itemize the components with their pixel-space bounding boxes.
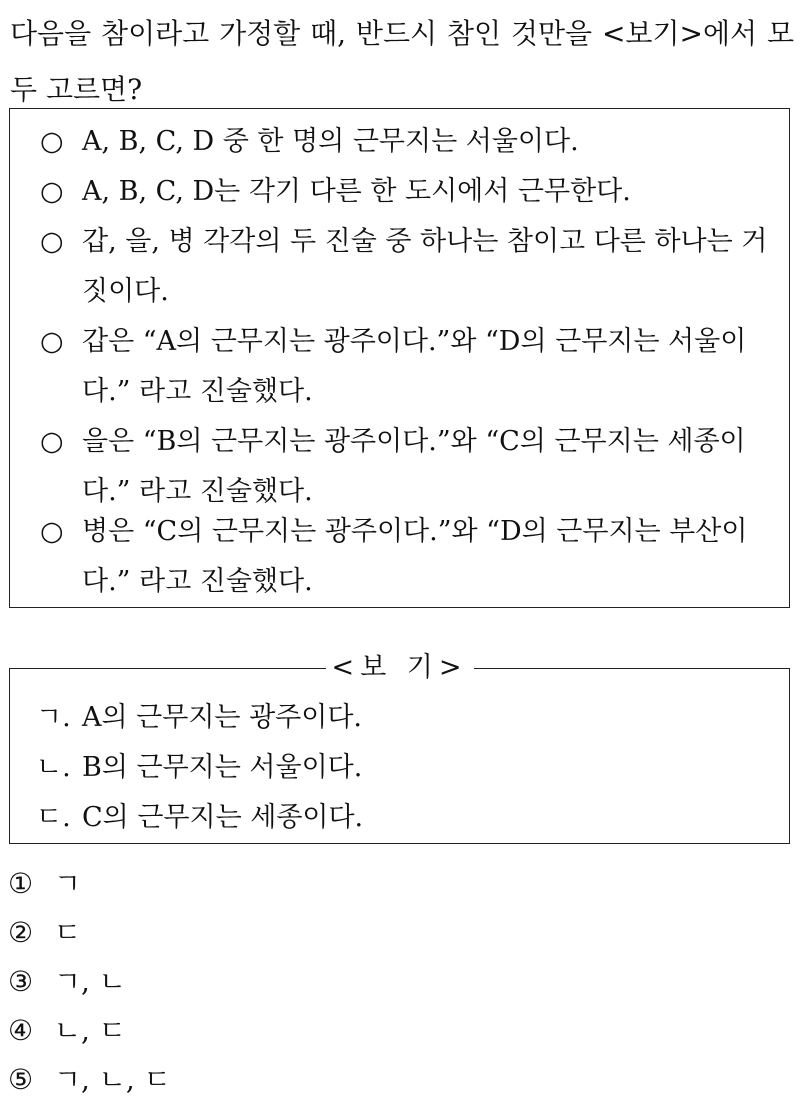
premise-item (40, 417, 772, 517)
premise-text: 병은 “C의 근무지는 광주이다.”와 “D의 근무지는 부산이다.” 라고 진술했다. (82, 516, 748, 597)
bogi-item (36, 793, 363, 843)
circle-bullet-icon: ○ (40, 126, 64, 157)
premise-text: 갑은 “A의 근무지는 광주이다.”와 “D의 근무지는 서울이다.” 라고 진술했다. (82, 326, 747, 407)
choice-text: ㄱ, ㄴ, ㄷ (54, 1063, 171, 1096)
premise-item (40, 507, 772, 607)
choice-text: ㄱ, ㄴ (54, 965, 126, 998)
bogi-title (9, 650, 790, 686)
premise-item (40, 167, 772, 217)
choice-text: ㄴ, ㄷ (54, 1014, 126, 1047)
answer-choice-4[interactable] (8, 1007, 126, 1055)
bogi-item-mark: ㄷ. (36, 802, 71, 833)
bogi-item-mark: ㄱ. (36, 702, 71, 733)
bogi-item (36, 693, 362, 743)
bogi-item (36, 743, 362, 793)
bogi-item-text: B의 근무지는 서울이다. (82, 752, 363, 783)
choice-text: ㄱ (54, 867, 82, 900)
bogi-item-text: A의 근무지는 광주이다. (82, 702, 362, 733)
premise-text: 을은 “B의 근무지는 광주이다.”와 “C의 근무지는 세종이다.” 라고 진술했다. (82, 426, 746, 507)
circle-bullet-icon: ○ (40, 326, 64, 357)
premise-text: 갑, 을, 병 각각의 두 진술 중 하나는 참이고 다른 하나는 거짓이다. (82, 226, 768, 307)
premise-text: A, B, C, D 중 한 명의 근무지는 서울이다. (82, 126, 579, 157)
premise-text: A, B, C, D는 각기 다른 한 도시에서 근무한다. (82, 176, 631, 207)
circle-bullet-icon: ○ (40, 516, 64, 547)
choice-text: ㄷ (54, 916, 82, 949)
premise-item (40, 117, 772, 167)
choice-number: ① (8, 867, 34, 900)
bogi-box (9, 668, 790, 844)
answer-choice-2[interactable] (8, 909, 81, 957)
premise-item (40, 217, 772, 317)
answer-choice-3[interactable] (8, 958, 126, 1006)
answer-choice-1[interactable] (8, 860, 81, 908)
question-stem: 다음을 참이라고 가정할 때, 반드시 참인 것만을 <보기>에서 모두 고르면? (10, 17, 794, 106)
bogi-title-text: <보 기> (326, 652, 474, 683)
circle-bullet-icon: ○ (40, 226, 64, 257)
bogi-section (9, 650, 790, 844)
choice-number: ⑤ (8, 1063, 34, 1096)
choice-number: ③ (8, 965, 34, 998)
bogi-item-mark: ㄴ. (36, 752, 71, 783)
premise-box (9, 108, 790, 608)
choice-number: ② (8, 916, 34, 949)
premise-item (40, 317, 772, 417)
circle-bullet-icon: ○ (40, 176, 64, 207)
bogi-item-text: C의 근무지는 세종이다. (82, 802, 364, 833)
answer-choice-5[interactable] (8, 1056, 171, 1104)
circle-bullet-icon: ○ (40, 426, 64, 457)
choice-number: ④ (8, 1014, 34, 1047)
